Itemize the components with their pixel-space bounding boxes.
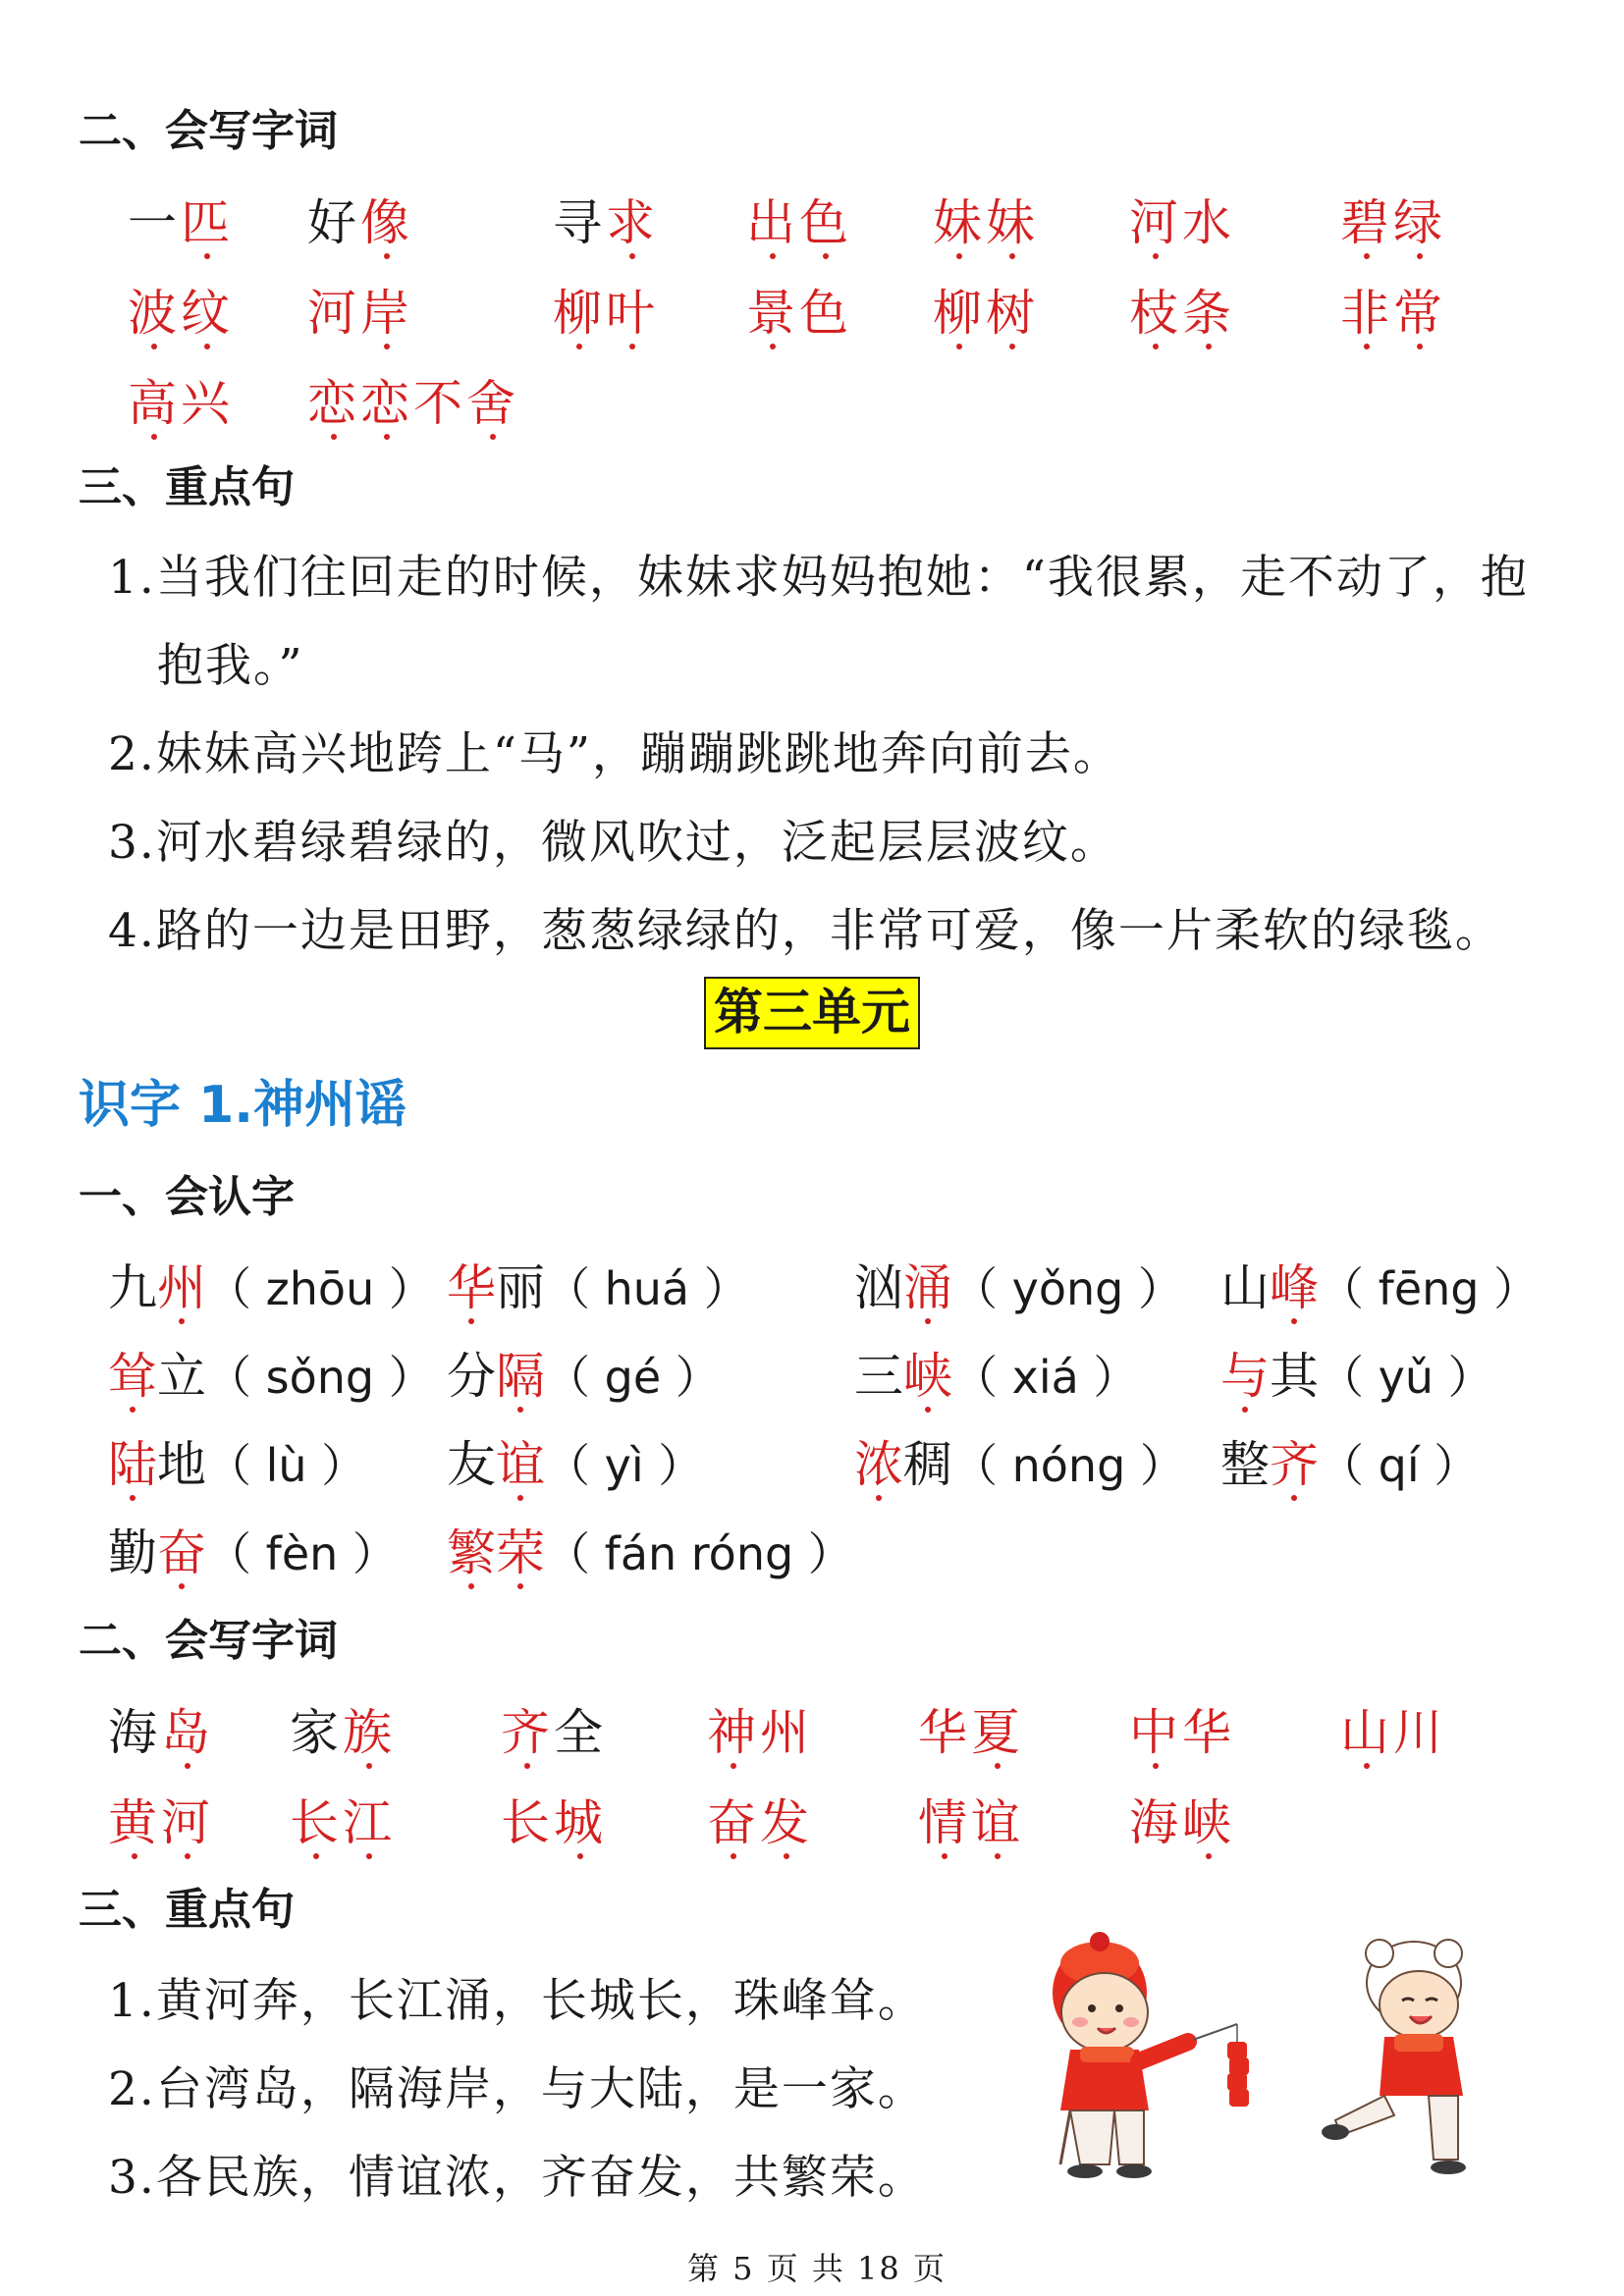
word-char-red: 发 bbox=[760, 1794, 813, 1851]
pinyin: （ zhōu ） bbox=[206, 1262, 434, 1315]
word-char-red: 州 bbox=[760, 1704, 813, 1761]
recognize-item bbox=[854, 1259, 1183, 1316]
word-char-red: 景 bbox=[746, 285, 799, 342]
word-char-red: 岸 bbox=[360, 285, 413, 342]
section-heading-write-words: 二、会写字词 bbox=[79, 106, 338, 156]
word-item bbox=[553, 285, 659, 342]
recognize-char-red: 齐 bbox=[1270, 1436, 1319, 1493]
page-footer: 第 5 页 共 18 页 bbox=[687, 2250, 947, 2287]
word-char-red: 长 bbox=[290, 1794, 343, 1851]
word-item bbox=[918, 1794, 1024, 1851]
word-item bbox=[128, 285, 234, 342]
word-item bbox=[746, 285, 852, 342]
word-char-red: 条 bbox=[1182, 285, 1235, 342]
word-item bbox=[1129, 1704, 1235, 1761]
word-char-red: 纹 bbox=[181, 285, 234, 342]
pinyin: （ xiá ） bbox=[952, 1351, 1139, 1404]
sentence2-2: 2.台湾岛，隔海岸，与大陆，是一家。 bbox=[108, 2062, 926, 2116]
child-left bbox=[1053, 1932, 1249, 2178]
word-item bbox=[1340, 194, 1446, 251]
recognize-char-plain: 勤 bbox=[108, 1524, 157, 1581]
word-char-red: 水 bbox=[1182, 194, 1235, 251]
recognize-char-red: 与 bbox=[1220, 1348, 1270, 1405]
recognize-char-plain: 山 bbox=[1220, 1259, 1270, 1316]
word-char-red: 叶 bbox=[606, 285, 659, 342]
recognize-char-red: 谊 bbox=[496, 1436, 545, 1493]
word-char-red: 城 bbox=[554, 1794, 607, 1851]
word-item bbox=[746, 194, 852, 251]
word-char-plain: 海 bbox=[108, 1704, 161, 1761]
word-item bbox=[290, 1704, 396, 1761]
word-item bbox=[108, 1794, 214, 1851]
sentence-4: 4.路的一边是田野，葱葱绿绿的，非常可爱，像一片柔软的绿毯。 bbox=[108, 904, 1503, 958]
recognize-char-red: 峡 bbox=[903, 1348, 952, 1405]
unit-banner: 第三单元 bbox=[704, 977, 920, 1049]
word-item bbox=[290, 1794, 396, 1851]
pinyin: （ nóng ） bbox=[952, 1439, 1185, 1492]
recognize-char-plain: 分 bbox=[447, 1348, 496, 1405]
recognize-char-red: 耸 bbox=[108, 1348, 157, 1405]
word-char-red: 树 bbox=[986, 285, 1039, 342]
recognize-item bbox=[1220, 1436, 1480, 1493]
sentence-1b: 抱我。” bbox=[157, 639, 304, 693]
word-char-plain: 好 bbox=[307, 194, 360, 251]
children-firecracker-illustration bbox=[1041, 1914, 1532, 2189]
word-item bbox=[307, 194, 413, 251]
sentence-2: 2.妹妹高兴地跨上“马”，蹦蹦跳跳地奔向前去。 bbox=[108, 727, 1121, 781]
word-item bbox=[553, 194, 659, 251]
word-item bbox=[707, 1704, 813, 1761]
recognize-char-red: 涌 bbox=[903, 1259, 952, 1316]
recognize-char-plain: 立 bbox=[157, 1348, 206, 1405]
word-item bbox=[933, 194, 1039, 251]
word-char-red: 色 bbox=[799, 285, 852, 342]
word-item bbox=[707, 1794, 813, 1851]
word-item bbox=[933, 285, 1039, 342]
recognize-char-red: 奋 bbox=[157, 1524, 206, 1581]
recognize-item bbox=[854, 1436, 1185, 1493]
word-item bbox=[1129, 194, 1235, 251]
sentence-1a: 1.当我们往回走的时候，妹妹求妈妈抱她：“我很累，走不动了，抱 bbox=[108, 551, 1529, 605]
sentence-3: 3.河水碧绿碧绿的，微风吹过，泛起层层波纹。 bbox=[108, 816, 1118, 870]
word-char-red: 岛 bbox=[161, 1704, 214, 1761]
recognize-item bbox=[854, 1348, 1139, 1405]
word-item bbox=[108, 1704, 214, 1761]
word-char-red: 河 bbox=[1129, 194, 1182, 251]
recognize-char-plain: 九 bbox=[108, 1259, 157, 1316]
word-char-red: 恋 bbox=[360, 375, 413, 432]
word-char-plain: 寻 bbox=[553, 194, 606, 251]
recognize-char-plain: 丽 bbox=[496, 1259, 545, 1316]
word-char-plain: 全 bbox=[554, 1704, 607, 1761]
recognize-char-red: 陆 bbox=[108, 1436, 157, 1493]
recognize-item bbox=[108, 1348, 434, 1405]
word-char-red: 绿 bbox=[1393, 194, 1446, 251]
word-char-red: 色 bbox=[799, 194, 852, 251]
word-item bbox=[918, 1704, 1024, 1761]
word-item bbox=[128, 375, 234, 432]
pinyin: （ huá ） bbox=[545, 1262, 749, 1315]
word-char-red: 河 bbox=[307, 285, 360, 342]
word-char-red: 族 bbox=[343, 1704, 396, 1761]
recognize-char-plain: 稠 bbox=[903, 1436, 952, 1493]
word-char-red: 碧 bbox=[1340, 194, 1393, 251]
pinyin: （ sǒng ） bbox=[206, 1351, 434, 1404]
word-char-red: 舍 bbox=[466, 375, 519, 432]
word-char-plain: 一 bbox=[128, 194, 181, 251]
recognize-char-plain: 其 bbox=[1270, 1348, 1319, 1405]
recognize-item bbox=[447, 1436, 704, 1493]
recognize-item bbox=[447, 1259, 749, 1316]
recognize-item bbox=[447, 1524, 853, 1581]
word-item bbox=[128, 194, 234, 251]
word-char-red: 奋 bbox=[707, 1794, 760, 1851]
word-item bbox=[307, 375, 519, 432]
recognize-char-plain: 汹 bbox=[854, 1259, 903, 1316]
section-heading-key-sentences: 三、重点句 bbox=[79, 462, 295, 512]
word-char-red: 中 bbox=[1129, 1704, 1182, 1761]
recognize-item bbox=[108, 1524, 398, 1581]
word-char-red: 夏 bbox=[971, 1704, 1024, 1761]
word-char-red: 非 bbox=[1340, 285, 1393, 342]
recognize-char-plain: 三 bbox=[854, 1348, 903, 1405]
section-heading-recognize: 一、会认字 bbox=[79, 1172, 295, 1222]
recognize-item bbox=[1220, 1259, 1540, 1316]
lesson-title: 识字 1.神州谣 bbox=[79, 1076, 407, 1135]
word-char-red: 匹 bbox=[181, 194, 234, 251]
recognize-char-red: 浓 bbox=[854, 1436, 903, 1493]
word-char-red: 出 bbox=[746, 194, 799, 251]
recognize-char-plain: 地 bbox=[157, 1436, 206, 1493]
word-item bbox=[501, 1704, 607, 1761]
word-char-red: 求 bbox=[606, 194, 659, 251]
pinyin: （ qí ） bbox=[1319, 1439, 1480, 1492]
pinyin: （ yǔ ） bbox=[1319, 1351, 1493, 1404]
recognize-char-red: 州 bbox=[157, 1259, 206, 1316]
word-char-red: 柳 bbox=[553, 285, 606, 342]
word-char-red: 华 bbox=[918, 1704, 971, 1761]
word-char-red: 华 bbox=[1182, 1704, 1235, 1761]
recognize-char-red: 隔 bbox=[496, 1348, 545, 1405]
word-char-red: 像 bbox=[360, 194, 413, 251]
word-item bbox=[501, 1794, 607, 1851]
word-char-red: 妹 bbox=[933, 194, 986, 251]
word-char-red: 海 bbox=[1129, 1794, 1182, 1851]
word-item bbox=[1129, 1794, 1235, 1851]
recognize-item bbox=[1220, 1348, 1493, 1405]
word-char-red: 高 bbox=[128, 375, 181, 432]
word-char-red: 情 bbox=[918, 1794, 971, 1851]
pinyin: （ yǒng ） bbox=[952, 1262, 1183, 1315]
recognize-char-red: 华 bbox=[447, 1259, 496, 1316]
word-char-red: 常 bbox=[1393, 285, 1446, 342]
recognize-char-plain: 友 bbox=[447, 1436, 496, 1493]
word-item bbox=[1340, 1704, 1446, 1761]
sentence2-1: 1.黄河奔，长江涌，长城长，珠峰耸。 bbox=[108, 1974, 926, 2028]
word-char-red: 黄 bbox=[108, 1794, 161, 1851]
word-char-red: 山 bbox=[1340, 1704, 1393, 1761]
word-char-red: 谊 bbox=[971, 1794, 1024, 1851]
pinyin: （ fēng ） bbox=[1319, 1262, 1540, 1315]
pinyin: （ gé ） bbox=[545, 1351, 721, 1404]
word-char-red: 川 bbox=[1393, 1704, 1446, 1761]
word-char-red: 齐 bbox=[501, 1704, 554, 1761]
pinyin: （ yì ） bbox=[545, 1439, 704, 1492]
section-heading-write-words-2: 二、会写字词 bbox=[79, 1616, 338, 1666]
word-char-red: 恋 bbox=[307, 375, 360, 432]
word-char-red: 兴 bbox=[181, 375, 234, 432]
word-char-red: 江 bbox=[343, 1794, 396, 1851]
word-char-red: 峡 bbox=[1182, 1794, 1235, 1851]
word-item bbox=[1340, 285, 1446, 342]
word-char-red: 长 bbox=[501, 1794, 554, 1851]
section-heading-key-sentences-2: 三、重点句 bbox=[79, 1885, 295, 1935]
word-char-red: 不 bbox=[413, 375, 466, 432]
recognize-item bbox=[108, 1436, 367, 1493]
word-char-red: 柳 bbox=[933, 285, 986, 342]
word-char-red: 枝 bbox=[1129, 285, 1182, 342]
child-right bbox=[1322, 1940, 1466, 2174]
word-item bbox=[1129, 285, 1235, 342]
recognize-char-red: 荣 bbox=[496, 1524, 545, 1581]
pinyin: （ fèn ） bbox=[206, 1527, 398, 1580]
word-item bbox=[307, 285, 413, 342]
sentence2-3: 3.各民族，情谊浓，齐奋发，共繁荣。 bbox=[108, 2151, 926, 2205]
firecracker-icon bbox=[1227, 2042, 1249, 2107]
word-char-red: 波 bbox=[128, 285, 181, 342]
recognize-char-plain: 整 bbox=[1220, 1436, 1270, 1493]
recognize-item bbox=[447, 1348, 721, 1405]
recognize-char-red: 繁 bbox=[447, 1524, 496, 1581]
pinyin: （ fán róng ） bbox=[545, 1527, 853, 1580]
word-char-plain: 家 bbox=[290, 1704, 343, 1761]
pinyin: （ lù ） bbox=[206, 1439, 367, 1492]
word-char-red: 河 bbox=[161, 1794, 214, 1851]
word-char-red: 神 bbox=[707, 1704, 760, 1761]
word-char-red: 妹 bbox=[986, 194, 1039, 251]
recognize-item bbox=[108, 1259, 434, 1316]
recognize-char-red: 峰 bbox=[1270, 1259, 1319, 1316]
